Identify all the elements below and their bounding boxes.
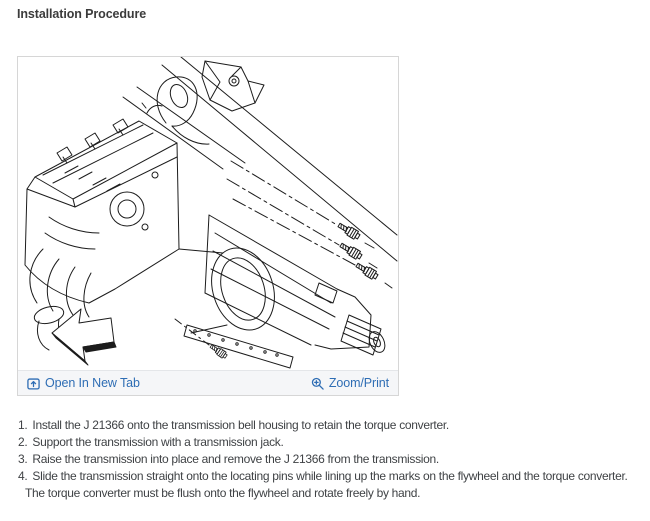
step-text: Install the J 21366 onto the transmission bell housing to retain the torque converter.	[32, 418, 449, 432]
zoom-magnifier-icon	[311, 377, 324, 390]
step-text: Slide the transmission straight onto the locating pins while lining up the marks on the flywheel and the torque converter.	[32, 469, 628, 483]
transmission-diagram-image	[18, 57, 398, 370]
zoom-print-label: Zoom/Print	[328, 376, 389, 390]
content-area	[0, 7, 650, 502]
procedure-step-1	[18, 417, 650, 434]
open-in-new-tab-label: Open In New Tab	[45, 376, 140, 390]
figure-toolbar	[18, 370, 398, 395]
step-number: 2.	[18, 435, 28, 449]
open-in-new-tab-link[interactable]	[27, 376, 140, 390]
open-in-new-tab-icon	[27, 377, 40, 390]
procedure-step-4	[18, 468, 650, 485]
step-number: 1.	[18, 418, 28, 432]
procedure-steps	[18, 417, 650, 502]
procedure-step-2	[18, 434, 650, 451]
zoom-print-link[interactable]	[311, 376, 389, 390]
step-text: Support the transmission with a transmission jack.	[32, 435, 284, 449]
step-number: 4.	[18, 469, 28, 483]
procedure-step-3	[18, 451, 650, 468]
page-title: Installation Procedure	[17, 7, 147, 21]
diagram-panel	[17, 56, 399, 396]
transmission-line-art	[18, 57, 398, 370]
procedure-step-4-continuation: The torque converter must be flush onto the flywheel and rotate freely by hand.	[25, 486, 421, 500]
step-number: 3.	[18, 452, 28, 466]
step-text: Raise the transmission into place and remove the J 21366 from the transmission.	[32, 452, 439, 466]
